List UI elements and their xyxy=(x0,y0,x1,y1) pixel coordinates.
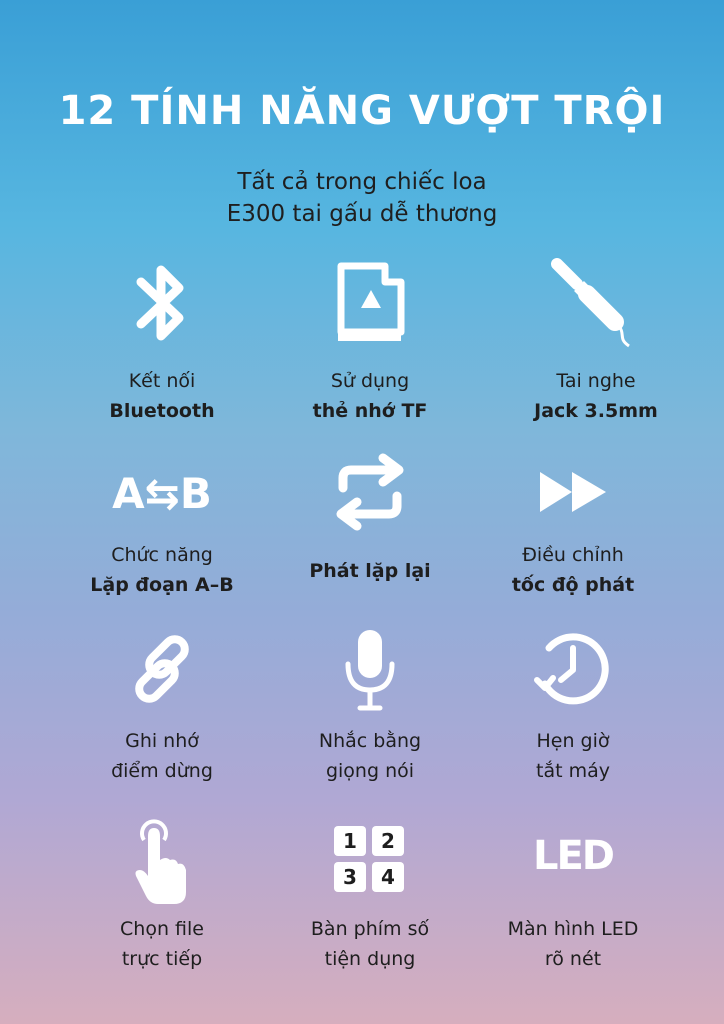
page-title: 12 TÍNH NĂNG VƯỢT TRỘI xyxy=(58,88,666,134)
ab-repeat-icon: A⇆B xyxy=(112,469,212,518)
feature-label-line-1: Tai nghe xyxy=(556,370,636,392)
feature-label-line-1: Phát lặp lại xyxy=(309,560,431,582)
feature-label-line-1: Chọn file xyxy=(120,918,204,940)
feature-label-line-2: điểm dừng xyxy=(111,760,213,782)
feature-label xyxy=(473,914,673,974)
feature-label xyxy=(62,366,262,426)
feature-led-screen xyxy=(473,830,673,990)
feature-label xyxy=(62,726,262,786)
feature-label-line-1: Màn hình LED xyxy=(507,918,639,940)
feature-ab-repeat xyxy=(62,456,262,606)
keypad-key-3: 3 xyxy=(334,862,366,892)
link-icon xyxy=(127,634,197,704)
feature-label xyxy=(270,556,470,586)
feature-bluetooth xyxy=(62,258,262,428)
feature-label-line-1: Nhắc bằng xyxy=(318,730,422,752)
feature-label-line-1: Hẹn giờ xyxy=(536,730,610,752)
led-icon: LED xyxy=(532,833,614,879)
feature-label xyxy=(270,914,470,974)
feature-label xyxy=(62,540,262,600)
feature-audio-jack xyxy=(496,258,696,428)
audio-jack-icon xyxy=(551,258,641,350)
feature-label-line-1: Chức năng xyxy=(111,544,213,566)
keypad-key-1: 1 xyxy=(334,826,366,856)
feature-repeat xyxy=(270,452,470,602)
feature-label-line-1: Sử dụng xyxy=(330,370,410,392)
feature-label xyxy=(270,726,470,786)
keypad-key-4: 4 xyxy=(372,862,404,892)
subtitle-line-2: E300 tai gấu dễ thương xyxy=(226,201,498,227)
touch-hand-icon xyxy=(130,818,194,908)
feature-timer xyxy=(473,628,673,788)
feature-speed xyxy=(473,466,673,616)
feature-label-line-2: tắt máy xyxy=(536,760,610,782)
feature-select-file xyxy=(62,818,262,978)
subtitle-line-1: Tất cả trong chiếc loa xyxy=(237,169,487,195)
tf-card-icon xyxy=(333,260,407,344)
feature-tf-card xyxy=(270,258,470,428)
feature-label xyxy=(62,914,262,974)
bluetooth-icon xyxy=(127,258,197,348)
timer-clock-icon xyxy=(533,628,613,708)
feature-label-line-2: thẻ nhớ TF xyxy=(312,400,428,422)
keypad-key-2: 2 xyxy=(372,826,404,856)
feature-label-line-1: Bàn phím số xyxy=(310,918,430,940)
feature-label-line-2: Jack 3.5mm xyxy=(534,400,658,422)
feature-label-line-2: rõ nét xyxy=(544,948,602,970)
feature-label xyxy=(473,540,673,600)
feature-label-line-1: Ghi nhớ xyxy=(125,730,199,752)
feature-label xyxy=(473,726,673,786)
feature-label-line-2: tốc độ phát xyxy=(511,574,635,596)
feature-label xyxy=(270,366,470,426)
feature-label-line-2: Bluetooth xyxy=(109,400,215,422)
feature-label-line-1: Kết nối xyxy=(128,370,196,392)
feature-voice xyxy=(270,628,470,788)
feature-keypad xyxy=(270,826,470,986)
microphone-icon xyxy=(340,628,400,712)
feature-resume xyxy=(62,630,262,790)
feature-label-line-2: tiện dụng xyxy=(324,948,416,970)
feature-label-line-2: Lặp đoạn A–B xyxy=(90,574,234,596)
fast-forward-icon xyxy=(538,470,608,514)
feature-label xyxy=(496,366,696,426)
number-keypad-icon xyxy=(334,826,406,894)
feature-label-line-2: giọng nói xyxy=(325,760,415,782)
repeat-icon xyxy=(333,452,407,532)
subtitle xyxy=(0,166,724,230)
feature-label-line-2: trực tiếp xyxy=(121,948,203,970)
feature-label-line-1: Điều chỉnh xyxy=(522,544,624,566)
